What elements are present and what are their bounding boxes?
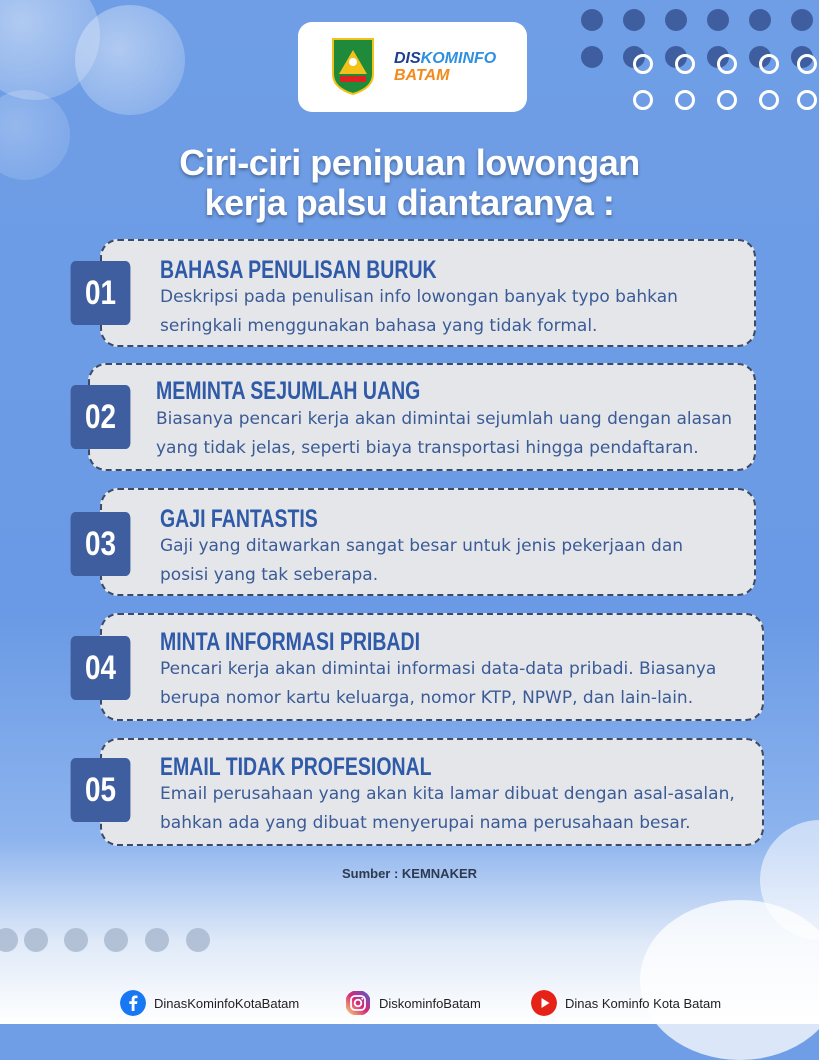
tip-text-line: berupa nomor kartu keluarga, nomor KTP, NPWP, dan lain-lain.: [160, 688, 694, 708]
tip-heading-5: EMAIL TIDAK PROFESIONAL: [160, 753, 432, 781]
decor-ring: [633, 90, 653, 110]
tip-text-5: [160, 780, 735, 838]
decor-ring: [675, 54, 695, 74]
tip-text-3: [160, 532, 683, 590]
instagram-icon: [345, 990, 371, 1016]
source-credit: Sumber : KEMNAKER: [341, 866, 478, 881]
decor-dot: [0, 928, 18, 952]
tip-text-line: posisi yang tak seberapa.: [160, 565, 379, 585]
tip-text-4: [160, 655, 716, 713]
brand-wordmark: DISKOMINFO BATAM: [394, 50, 497, 84]
decor-dot: [623, 9, 645, 31]
page-title: [0, 143, 819, 223]
facebook-link[interactable]: [120, 988, 299, 1018]
social-footer: [0, 982, 819, 1024]
tip-heading-3: GAJI FANTASTIS: [160, 505, 318, 533]
youtube-channel: Dinas Kominfo Kota Batam: [565, 995, 722, 1011]
instagram-handle: DiskominfoBatam: [379, 995, 481, 1011]
batam-crest-icon: [330, 36, 376, 96]
decor-dot: [581, 9, 603, 31]
decor-ring: [633, 54, 653, 74]
tip-text-line: Biasanya pencari kerja akan dimintai sejumlah uang dengan alasan: [156, 409, 733, 429]
tip-text-line: bahkan ada yang dibuat menyerupai nama perusahaan besar.: [160, 813, 691, 833]
youtube-link[interactable]: [531, 988, 721, 1018]
title-line-2: kerja palsu diantaranya :: [204, 182, 615, 223]
decor-dot: [64, 928, 88, 952]
tip-text-line: Gaji yang ditawarkan sangat besar untuk jenis pekerjaan dan: [160, 536, 684, 556]
tip-number-4: 04: [71, 636, 131, 700]
tip-text-2: [156, 405, 732, 463]
tip-heading-4: MINTA INFORMASI PRIBADI: [160, 628, 420, 656]
tip-number-2: 02: [71, 385, 131, 449]
tip-heading-2: MEMINTA SEJUMLAH UANG: [156, 377, 421, 405]
decor-ring: [797, 54, 817, 74]
tip-number-3: 03: [71, 512, 131, 576]
tip-number-1: 01: [71, 261, 131, 325]
tip-text-line: seringkali menggunakan bahasa yang tidak formal.: [160, 316, 598, 336]
decor-ring: [759, 54, 779, 74]
tip-text-1: [160, 283, 678, 341]
tip-text-line: yang tidak jelas, seperti biaya transportasi hingga pendaftaran.: [156, 438, 699, 458]
tip-heading-1: BAHASA PENULISAN BURUK: [160, 256, 437, 284]
decor-dot: [707, 9, 729, 31]
title-line-1: Ciri-ciri penipuan lowongan: [179, 142, 640, 183]
decor-dot: [145, 928, 169, 952]
decor-bubble: [75, 5, 185, 115]
decor-dot: [581, 46, 603, 68]
decor-ring: [675, 90, 695, 110]
youtube-icon: [531, 990, 557, 1016]
tip-text-line: Email perusahaan yang akan kita lamar dibuat dengan asal-asalan,: [160, 784, 735, 804]
decor-ring: [717, 90, 737, 110]
tip-number-5: 05: [71, 758, 131, 822]
decor-dot: [665, 9, 687, 31]
decor-dot: [749, 9, 771, 31]
decor-dot: [104, 928, 128, 952]
tip-text-line: Deskripsi pada penulisan info lowongan banyak typo bahkan: [160, 287, 678, 307]
facebook-icon: [120, 990, 146, 1016]
decor-ring: [717, 54, 737, 74]
decor-ring: [759, 90, 779, 110]
instagram-link[interactable]: [345, 988, 481, 1018]
decor-ring: [797, 90, 817, 110]
facebook-handle: DinasKominfoKotaBatam: [154, 995, 300, 1011]
decor-dot: [24, 928, 48, 952]
decor-dot: [791, 9, 813, 31]
decor-dot: [186, 928, 210, 952]
logo-card: [298, 22, 527, 112]
tip-text-line: Pencari kerja akan dimintai informasi data-data pribadi. Biasanya: [160, 659, 717, 679]
